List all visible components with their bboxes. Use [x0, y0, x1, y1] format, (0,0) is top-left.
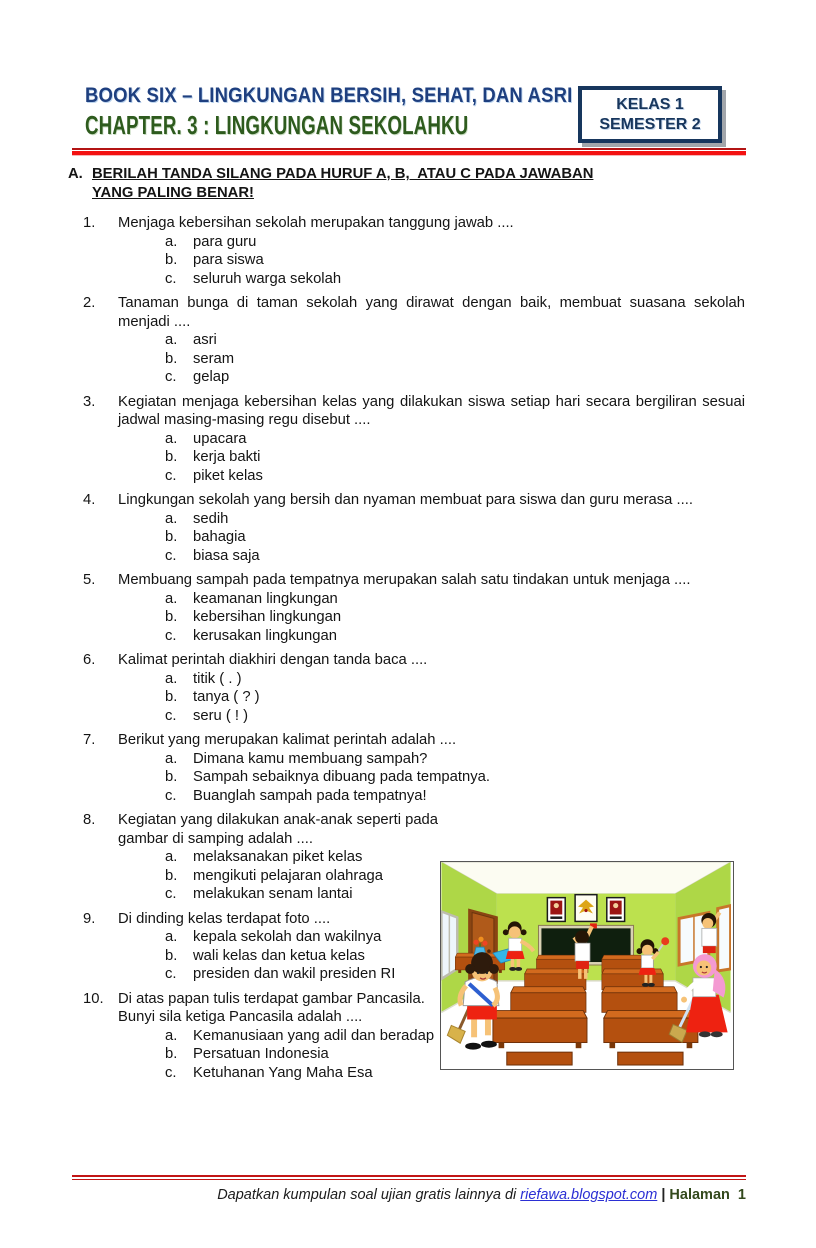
page-header [85, 84, 573, 140]
option-text: melaksanakan piket kelas [193, 849, 363, 865]
option-text: kerusakan lingkungan [193, 627, 337, 644]
option-letter: c. [165, 547, 177, 564]
answer-option [68, 350, 745, 369]
question [68, 651, 745, 725]
option-text: para guru [193, 233, 257, 250]
option-indent [68, 608, 165, 627]
option-text: seru ( ! ) [193, 707, 249, 724]
option-letter: a. [165, 929, 178, 945]
footer-separator: | [657, 1187, 670, 1203]
question-text: Kegiatan menjaga kebersihan kelas yang dilakukan siswa setiap hari secara bergiliran sesuai jadwal masing-masing regu disebut .... [118, 393, 745, 428]
question-number: 4. [83, 492, 96, 508]
classroom-cleaning-illustration [440, 861, 734, 1070]
answer-option [68, 467, 745, 486]
option-text: titik ( . ) [193, 670, 242, 687]
question-number: 9. [83, 910, 96, 927]
option-indent [68, 467, 165, 486]
question-number: 1. [83, 215, 96, 231]
question [68, 214, 745, 288]
option-indent [68, 251, 165, 270]
option-indent [68, 768, 165, 787]
answer-option [68, 688, 745, 707]
question-text: Membuang sampah pada tempatnya merupakan salah satu tindakan untuk menjaga .... [118, 572, 691, 588]
option-list [68, 430, 745, 486]
option-letter: a. [165, 1027, 178, 1044]
option-list [68, 670, 745, 726]
answer-option [68, 768, 745, 787]
option-letter: b. [165, 529, 178, 545]
footer-text [72, 1187, 746, 1203]
option-indent [68, 590, 165, 609]
answer-option [68, 528, 745, 547]
option-text: presiden dan wakil presiden RI [193, 966, 396, 982]
option-text: kebersihan lingkungan [193, 609, 342, 625]
header-rule [72, 148, 746, 156]
option-indent [68, 1064, 165, 1083]
option-indent [68, 965, 165, 984]
answer-option [68, 627, 745, 646]
option-letter: c. [165, 467, 177, 484]
option-indent [68, 867, 165, 886]
option-text: kepala sekolah dan wakilnya [193, 929, 382, 945]
option-letter: a. [165, 332, 178, 348]
question-text: Di atas papan tulis terdapat gambar Pancasila. Bunyi sila ketiga Pancasila adalah .... [118, 990, 425, 1025]
option-text: melakukan senam lantai [193, 886, 353, 902]
question [68, 491, 745, 565]
option-letter: b. [165, 350, 178, 367]
option-text: keamanan lingkungan [193, 590, 338, 607]
option-text: Buanglah sampah pada tempatnya! [193, 787, 427, 804]
answer-option [68, 547, 745, 566]
option-text: Kemanusiaan yang adil dan beradap [193, 1027, 435, 1044]
section-instruction-line2: YANG PALING BENAR! [92, 185, 254, 201]
option-letter: a. [165, 590, 178, 607]
option-list [68, 750, 745, 806]
option-letter: b. [165, 449, 178, 465]
option-text: seluruh warga sekolah [193, 270, 342, 287]
option-letter: b. [165, 609, 178, 625]
option-letter: a. [165, 849, 178, 865]
footer-rule-2 [72, 1179, 746, 1180]
option-letter: c. [165, 787, 177, 804]
option-letter: c. [165, 966, 177, 982]
option-indent [68, 688, 165, 707]
garuda-pancasila-frame [575, 895, 597, 922]
left-window [441, 912, 457, 979]
answer-option [68, 750, 745, 769]
footer-prefix: Dapatkan kumpulan soal ujian gratis lainnya di [217, 1187, 521, 1203]
option-list [68, 233, 745, 289]
option-letter: c. [165, 627, 177, 644]
option-letter: b. [165, 1046, 178, 1062]
question-text: Tanaman bunga di taman sekolah yang dirawat dengan baik, membuat suasana sekolah menjadi .... [118, 295, 745, 330]
option-text: para siswa [193, 252, 264, 268]
option-letter: c. [165, 886, 177, 902]
option-letter: b. [165, 867, 178, 884]
answer-option [68, 233, 745, 252]
option-indent [68, 670, 165, 689]
option-indent [68, 430, 165, 449]
option-indent [68, 528, 165, 547]
option-indent [68, 1045, 165, 1064]
option-indent [68, 331, 165, 350]
option-letter: a. [165, 670, 178, 687]
question-text: Kegiatan yang dilakukan anak-anak seperti pada gambar di samping adalah .... [118, 812, 439, 847]
option-indent [68, 707, 165, 726]
option-list [68, 590, 745, 646]
section-instruction-line1: BERILAH TANDA SILANG PADA HURUF A, B, ATAU C PADA JAWABAN [92, 166, 594, 182]
option-text: upacara [193, 430, 247, 447]
option-indent [68, 510, 165, 529]
option-list [68, 510, 745, 566]
option-letter: c. [165, 369, 177, 385]
option-text: mengikuti pelajaran olahraga [193, 867, 384, 884]
option-text: piket kelas [193, 467, 263, 484]
answer-option [68, 670, 745, 689]
question-number: 3. [83, 393, 96, 410]
question-text: Menjaga kebersihan sekolah merupakan tanggung jawab .... [118, 215, 514, 231]
class-semester-badge [578, 86, 722, 143]
option-letter: c. [165, 270, 177, 287]
option-indent [68, 350, 165, 369]
question-text: Di dinding kelas terdapat foto .... [118, 910, 331, 927]
question [68, 571, 745, 645]
question-number: 5. [83, 572, 96, 588]
badge-semester-label: SEMESTER 2 [599, 115, 701, 133]
option-indent [68, 368, 165, 387]
section-label: A. [68, 166, 83, 182]
option-indent [68, 233, 165, 252]
answer-option [68, 608, 745, 627]
option-indent [68, 448, 165, 467]
option-indent [68, 928, 165, 947]
answer-option [68, 368, 745, 387]
vice-president-portrait-frame [607, 898, 625, 922]
answer-option [68, 331, 745, 350]
question-text: Kalimat perintah diakhiri dengan tanda baca .... [118, 652, 428, 668]
option-indent [68, 947, 165, 966]
answer-option [68, 510, 745, 529]
option-indent [68, 787, 165, 806]
option-text: asri [193, 332, 217, 348]
option-letter: c. [165, 707, 177, 724]
question-number: 10. [83, 990, 104, 1007]
page-number-label: Halaman 1 [669, 1187, 746, 1203]
option-text: seram [193, 350, 235, 367]
answer-option [68, 448, 745, 467]
option-letter: a. [165, 233, 178, 250]
option-indent [68, 547, 165, 566]
question-number: 7. [83, 732, 96, 748]
option-letter: a. [165, 430, 178, 447]
option-indent [68, 627, 165, 646]
answer-option [68, 590, 745, 609]
section-a-heading [68, 165, 745, 203]
answer-option [68, 251, 745, 270]
option-indent [68, 750, 165, 769]
footer-rule [72, 1175, 746, 1177]
option-letter: b. [165, 689, 178, 705]
option-indent [68, 1027, 165, 1046]
question-text: Lingkungan sekolah yang bersih dan nyaman membuat para siswa dan guru merasa .... [118, 492, 693, 508]
footer-blog-link[interactable]: riefawa.blogspot.com [520, 1187, 658, 1203]
option-text: Persatuan Indonesia [193, 1046, 329, 1062]
option-text: sedih [193, 510, 229, 527]
option-letter: b. [165, 947, 178, 964]
question [68, 731, 745, 805]
question-number: 8. [83, 812, 96, 828]
option-list [68, 331, 745, 387]
answer-option [68, 787, 745, 806]
option-text: biasa saja [193, 547, 260, 564]
answer-option [68, 270, 745, 289]
section-instruction [92, 165, 593, 203]
option-text: wali kelas dan ketua kelas [193, 947, 365, 964]
question-number: 2. [83, 295, 96, 311]
question-text: Berikut yang merupakan kalimat perintah adalah .... [118, 732, 457, 748]
option-letter: a. [165, 750, 178, 767]
option-indent [68, 270, 165, 289]
answer-option [68, 707, 745, 726]
option-text: Dimana kamu membuang sampah? [193, 750, 428, 767]
page-footer [72, 1175, 746, 1203]
option-text: kerja bakti [193, 449, 261, 465]
answer-option [68, 430, 745, 449]
option-text: bahagia [193, 529, 246, 545]
option-letter: b. [165, 252, 178, 268]
book-title: BOOK SIX – LINGKUNGAN BERSIH, SEHAT, DAN ASRI [85, 84, 573, 107]
option-indent [68, 848, 165, 867]
option-letter: c. [165, 1064, 177, 1081]
option-text: tanya ( ? ) [193, 689, 260, 705]
option-indent [68, 885, 165, 904]
chapter-title: CHAPTER. 3 : LINGKUNGAN SEKOLAHKU [85, 110, 469, 140]
option-letter: a. [165, 510, 178, 527]
option-text: Ketuhanan Yang Maha Esa [193, 1064, 373, 1081]
question [68, 393, 745, 486]
option-letter: b. [165, 769, 178, 785]
question [68, 294, 745, 387]
option-text: gelap [193, 369, 230, 385]
badge-kelas-label: KELAS 1 [616, 95, 684, 113]
option-text: Sampah sebaiknya dibuang pada tempatnya. [193, 769, 490, 785]
question-number: 6. [83, 652, 96, 668]
president-portrait-frame [547, 898, 565, 922]
